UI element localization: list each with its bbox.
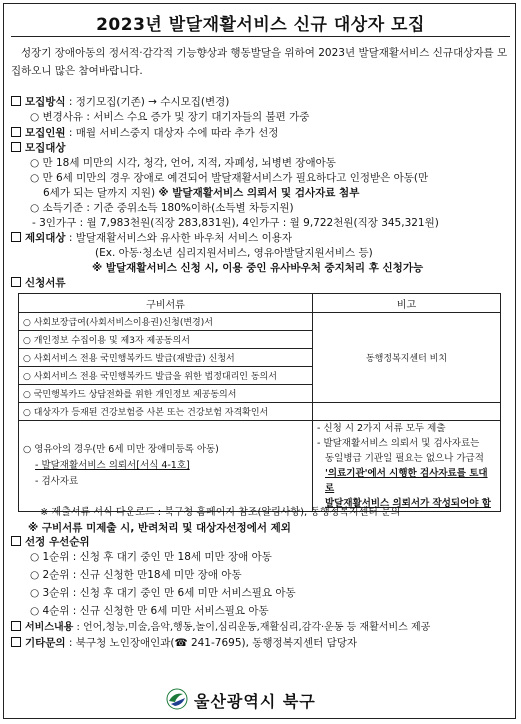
doc-infant-referral: - 발달재활서비스 의뢰서[서식 4-1호]	[35, 460, 190, 471]
intro-paragraph: 성장기 장애아동의 정서적·감각적 기능향상과 행동발달을 위하여 2023년 발달재활서비스 신규대상자를 모집하오니 많은 참여바랍니다.	[11, 47, 508, 77]
docs-remark-available: 동행정복지센터 비치	[313, 313, 501, 403]
checkbox-icon	[11, 536, 21, 546]
personnel-row: 모집인원 : 매월 서비스중지 대상자 수에 따라 추가 선정	[11, 126, 278, 141]
doc-item: ○ 사회서비스 전용 국민행복카드 발급(재발급) 신청서	[19, 349, 313, 367]
priority-item: ○ 4순위 : 신규 신청한 만 6세 미만 서비스필요 아동	[30, 605, 269, 617]
inquiry-row: 기타문의 : 북구청 노인장애인과(☎ 241-7695), 동행정복지센터 담당자	[11, 636, 357, 651]
method-reason: ○ 변경사유 : 서비스 수요 증가 및 장기 대기자들의 불편 가중	[30, 111, 310, 123]
target-row: 모집대상	[11, 141, 66, 156]
exclude-row: 제외대상 : 발달재활서비스와 유사한 바우처 서비스 이용자	[11, 231, 292, 246]
checkbox-icon	[11, 621, 21, 631]
doc-item: ○ 개인정보 수집이용 및 제3자 제공동의서	[19, 331, 313, 349]
checkbox-icon	[11, 142, 21, 152]
target-income: ○ 소득기준 : 기준 중위소득 180%이하(소득별 차등지원)	[30, 202, 294, 214]
method-row: 모집방식 : 정기모집(기존) → 수시모집(변경)	[11, 95, 229, 110]
docs-header-remarks: 비고	[313, 294, 501, 313]
doc-item: ○ 사회보장급여(사회서비스이용권)신청(변경)서	[19, 313, 313, 331]
doc-item: ○ 사회서비스 전용 국민행복카드 발급을 위한 법정대리인 동의서	[19, 367, 313, 385]
priority-row: 선정 우선순위	[11, 535, 90, 550]
exclude-example: (Ex. 아동·청소년 심리지원서비스, 영유아발달지원서비스 등)	[95, 247, 373, 259]
phone-icon: ☎	[174, 637, 188, 649]
target-line-1: ○ 만 18세 미만의 시각, 청각, 언어, 지적, 자폐성, 뇌병변 장애아동	[30, 157, 336, 169]
target-line-3: 6세가 되는 달까지 지원) ※ 발달재활서비스 의뢰서 및 검사자료 첨부	[43, 187, 360, 199]
documents-table	[18, 293, 501, 512]
target-line-2: ○ 만 6세 미만의 경우 장애로 예견되어 발달재활서비스가 필요하다고 인정받은 아동(만	[30, 172, 429, 184]
download-note: ※ 제출서류 서식 다운로드 : 북구청 홈페이지 참조(알림사항), 동행정복지센터 문의	[40, 507, 401, 518]
priority-item: ○ 1순위 : 신청 후 대기 중인 만 18세 미만 장애 아동	[30, 551, 272, 563]
doc-infant-test: - 검사자료	[35, 476, 79, 487]
checkbox-icon	[11, 127, 21, 137]
docs-header-documents: 구비서류	[19, 294, 313, 313]
checkbox-icon	[11, 232, 21, 242]
doc-item: ○ 대상자가 등재된 건강보험증 사본 또는 건강보험 자격확인서	[19, 403, 313, 421]
checkbox-icon	[11, 96, 21, 106]
docs-remark-infant: - 신청 시 2가지 서류 모두 제출 - 발달재활서비스 의뢰서 및 검사자료는 동일병급 기관일 필요는 없으나 가급적 '의료기관'에서 시행한 검사자료를 토대로 발달재활서비스 의뢰서가 작성되어야 함	[313, 421, 501, 512]
warning-note: ※ 구비서류 미제출 시, 반려처리 및 대상자선정에서 제외	[28, 522, 291, 534]
checkbox-icon	[11, 637, 21, 647]
service-row: 서비스내용 : 언어,청능,미술,음악,행동,놀이,심리운동,재활심리,감각·운동 등 재활서비스 제공	[11, 620, 430, 635]
ulsan-bukgu-logo-icon	[166, 688, 188, 710]
doc-item: ○ 국민행복카드 상담전화를 위한 개인정보 제공동의서	[19, 385, 313, 403]
priority-item: ○ 2순위 : 신규 신청한 만18세 미만 장애 아동	[30, 569, 242, 581]
footer-organization: 울산광역시 북구	[194, 692, 316, 711]
docs-row: 신청서류	[11, 276, 66, 291]
priority-item: ○ 3순위 : 신청 후 대기 중인 만 6세 미만 서비스필요 아동	[30, 587, 296, 599]
title-divider	[11, 36, 510, 37]
doc-infant: ○ 영유아의 경우(만 6세 미만 장애미등록 아동)	[23, 444, 219, 455]
page-title: 2023년 발달재활서비스 신규 대상자 모집	[96, 15, 425, 35]
target-income-detail: - 3인가구 : 월 7,983천원(직장 283,831원), 4인가구 : 월 9,722천원(직장 345,321원)	[32, 217, 439, 229]
checkbox-icon	[11, 277, 21, 287]
doc-infant-cell	[19, 421, 313, 512]
exclude-note: ※ 발달재활서비스 신청 시, 이용 중인 유사바우처 중지처리 후 신청가능	[92, 262, 424, 274]
